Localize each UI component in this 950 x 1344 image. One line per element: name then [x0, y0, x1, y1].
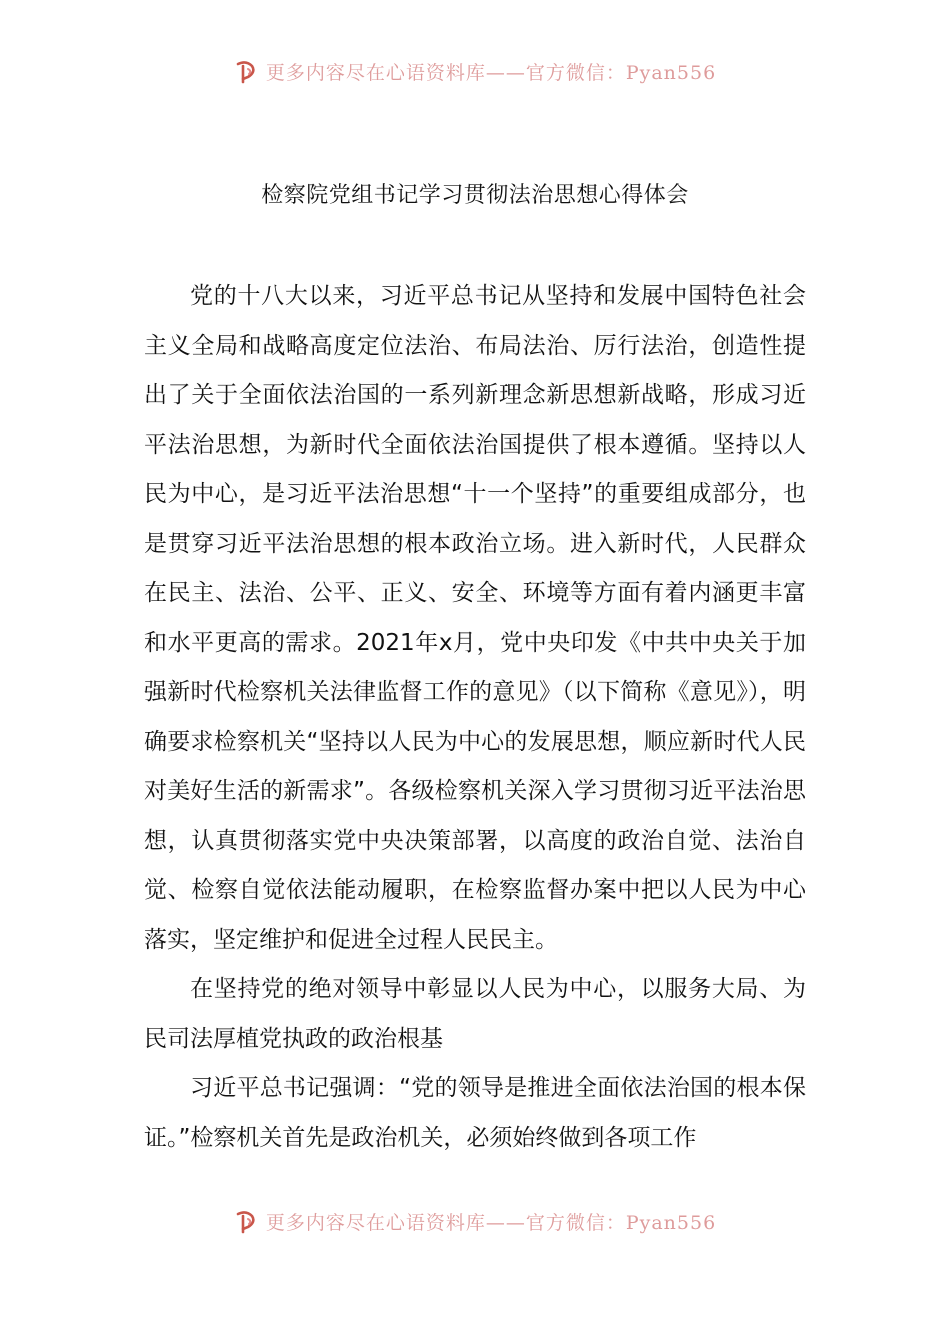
watermark-text: 更多内容尽在心语资料库——官方微信：Pyan556: [265, 61, 717, 84]
paragraph: 习近平总书记强调：“党的领导是推进全面依法治国的根本保证。”检察机关首先是政治机关，必须始终做到各项工作: [144, 1075, 806, 1151]
paragraph: 在坚持党的绝对领导中彰显以人民为中心，以服务大局、为民司法厚植党执政的政治根基: [144, 976, 806, 1052]
stylized-dp-logo-icon: [234, 58, 260, 84]
document-title: 检察院党组书记学习贯彻法治思想心得体会: [261, 183, 689, 208]
watermark-header: [0, 54, 950, 88]
watermark-footer: [0, 1204, 950, 1238]
document-body: [144, 272, 806, 1163]
paragraph: 党的十八大以来，习近平总书记从坚持和发展中国特色社会主义全局和战略高度定位法治、布局法治、厉行法治，创造性提出了关于全面依法治国的一系列新理念新思想新战略，形成习近平法治思想，为新时代全面依法治国提供了根本遵循。坚持以人民为中心，是习近平法治思想“十一个坚持”的重要组成部分，也是贯穿习近平法治思想的根本政治立场。进入新时代，人民群众在民主、法治、公平、正义、安全、环境等方面有着内涵更丰富和水平更高的需求。2021年x月，党中央印发《中共中央关于加强新时代检察机关法律监督工作的意见》（以下简称《意见》），明确要求检察机关“坚持以人民为中心的发展思想，顺应新时代人民对美好生活的新需求”。各级检察机关深入学习贯彻习近平法治思想，认真贯彻落实党中央决策部署，以高度的政治自觉、法治自觉、检察自觉依法能动履职，在检察监督办案中把以人民为中心落实，坚定维护和促进全过程人民民主。: [144, 283, 806, 953]
stylized-dp-logo-icon: [234, 1208, 260, 1234]
watermark-text: 更多内容尽在心语资料库——官方微信：Pyan556: [265, 1211, 717, 1234]
